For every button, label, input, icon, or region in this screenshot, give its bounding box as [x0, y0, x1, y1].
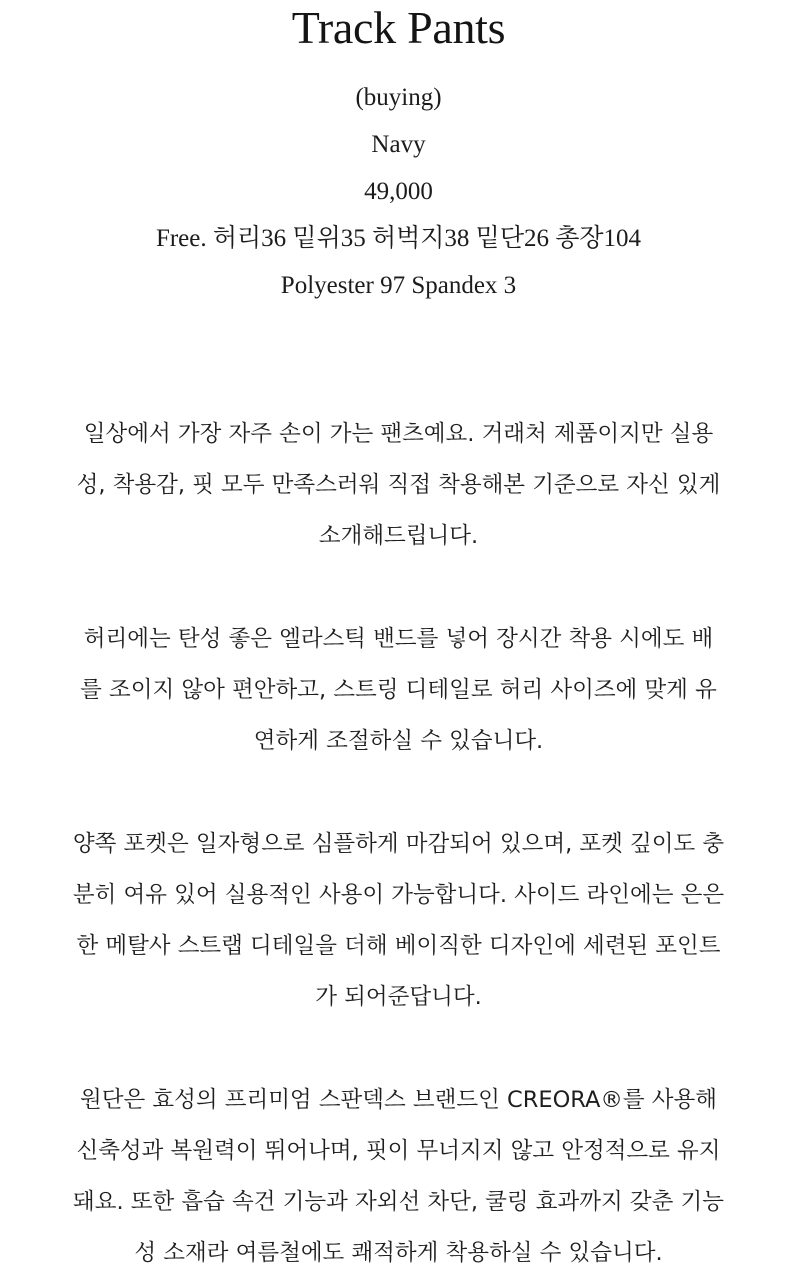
description-line: 일상에서 가장 자주 손이 가는 팬츠예요. 거래처 제품이지만 실용: [83, 421, 714, 447]
description-line: 분히 여유 있어 실용적인 사용이 가능합니다. 사이드 라인에는 은은: [72, 882, 725, 908]
product-description: [30, 409, 767, 1279]
description-line: 소개해드립니다.: [318, 523, 479, 549]
product-material: Polyester 97 Spandex 3: [280, 272, 517, 299]
description-paragraph-1: [30, 409, 767, 562]
description-line: 한 메탈사 스트랩 디테일을 더해 베이직한 디자인에 세련된 포인트: [76, 933, 721, 959]
product-price: 49,000: [364, 178, 433, 205]
description-line: 성, 착용감, 핏 모두 만족스러워 직접 착용해본 기준으로 자신 있게: [76, 472, 721, 498]
description-line: 를 조이지 않아 편안하고, 스트링 디테일로 허리 사이즈에 맞게 유: [80, 677, 717, 703]
description-paragraph-3: [30, 819, 767, 1023]
product-title: Track Pants: [291, 2, 506, 53]
description-paragraph-4: [30, 1075, 767, 1279]
description-line: 성 소재라 여름철에도 쾌적하게 착용하실 수 있습니다.: [134, 1240, 663, 1266]
description-line: 연하게 조절하실 수 있습니다.: [253, 728, 544, 754]
description-line: 가 되어준답니다.: [315, 984, 482, 1010]
description-line: 돼요. 또한 흡습 속건 기능과 자외선 차단, 쿨링 효과까지 갖춘 기능: [73, 1189, 724, 1215]
description-paragraph-2: [30, 614, 767, 767]
description-line: 신축성과 복원력이 뛰어나며, 핏이 무너지지 않고 안정적으로 유지: [76, 1138, 721, 1164]
product-color: Navy: [371, 131, 426, 158]
description-line: 원단은 효성의 프리미엄 스판덱스 브랜드인 CREORA®를 사용해: [80, 1087, 717, 1113]
product-size: Free. 허리36 밑위35 허벅지38 밑단26 총장104: [155, 225, 642, 252]
product-status: (buying): [355, 84, 442, 111]
description-line: 허리에는 탄성 좋은 엘라스틱 밴드를 넣어 장시간 착용 시에도 배: [83, 626, 714, 652]
product-spec-list: [30, 74, 767, 309]
description-line: 양쪽 포켓은 일자형으로 심플하게 마감되어 있으며, 포켓 깊이도 충: [72, 831, 725, 857]
